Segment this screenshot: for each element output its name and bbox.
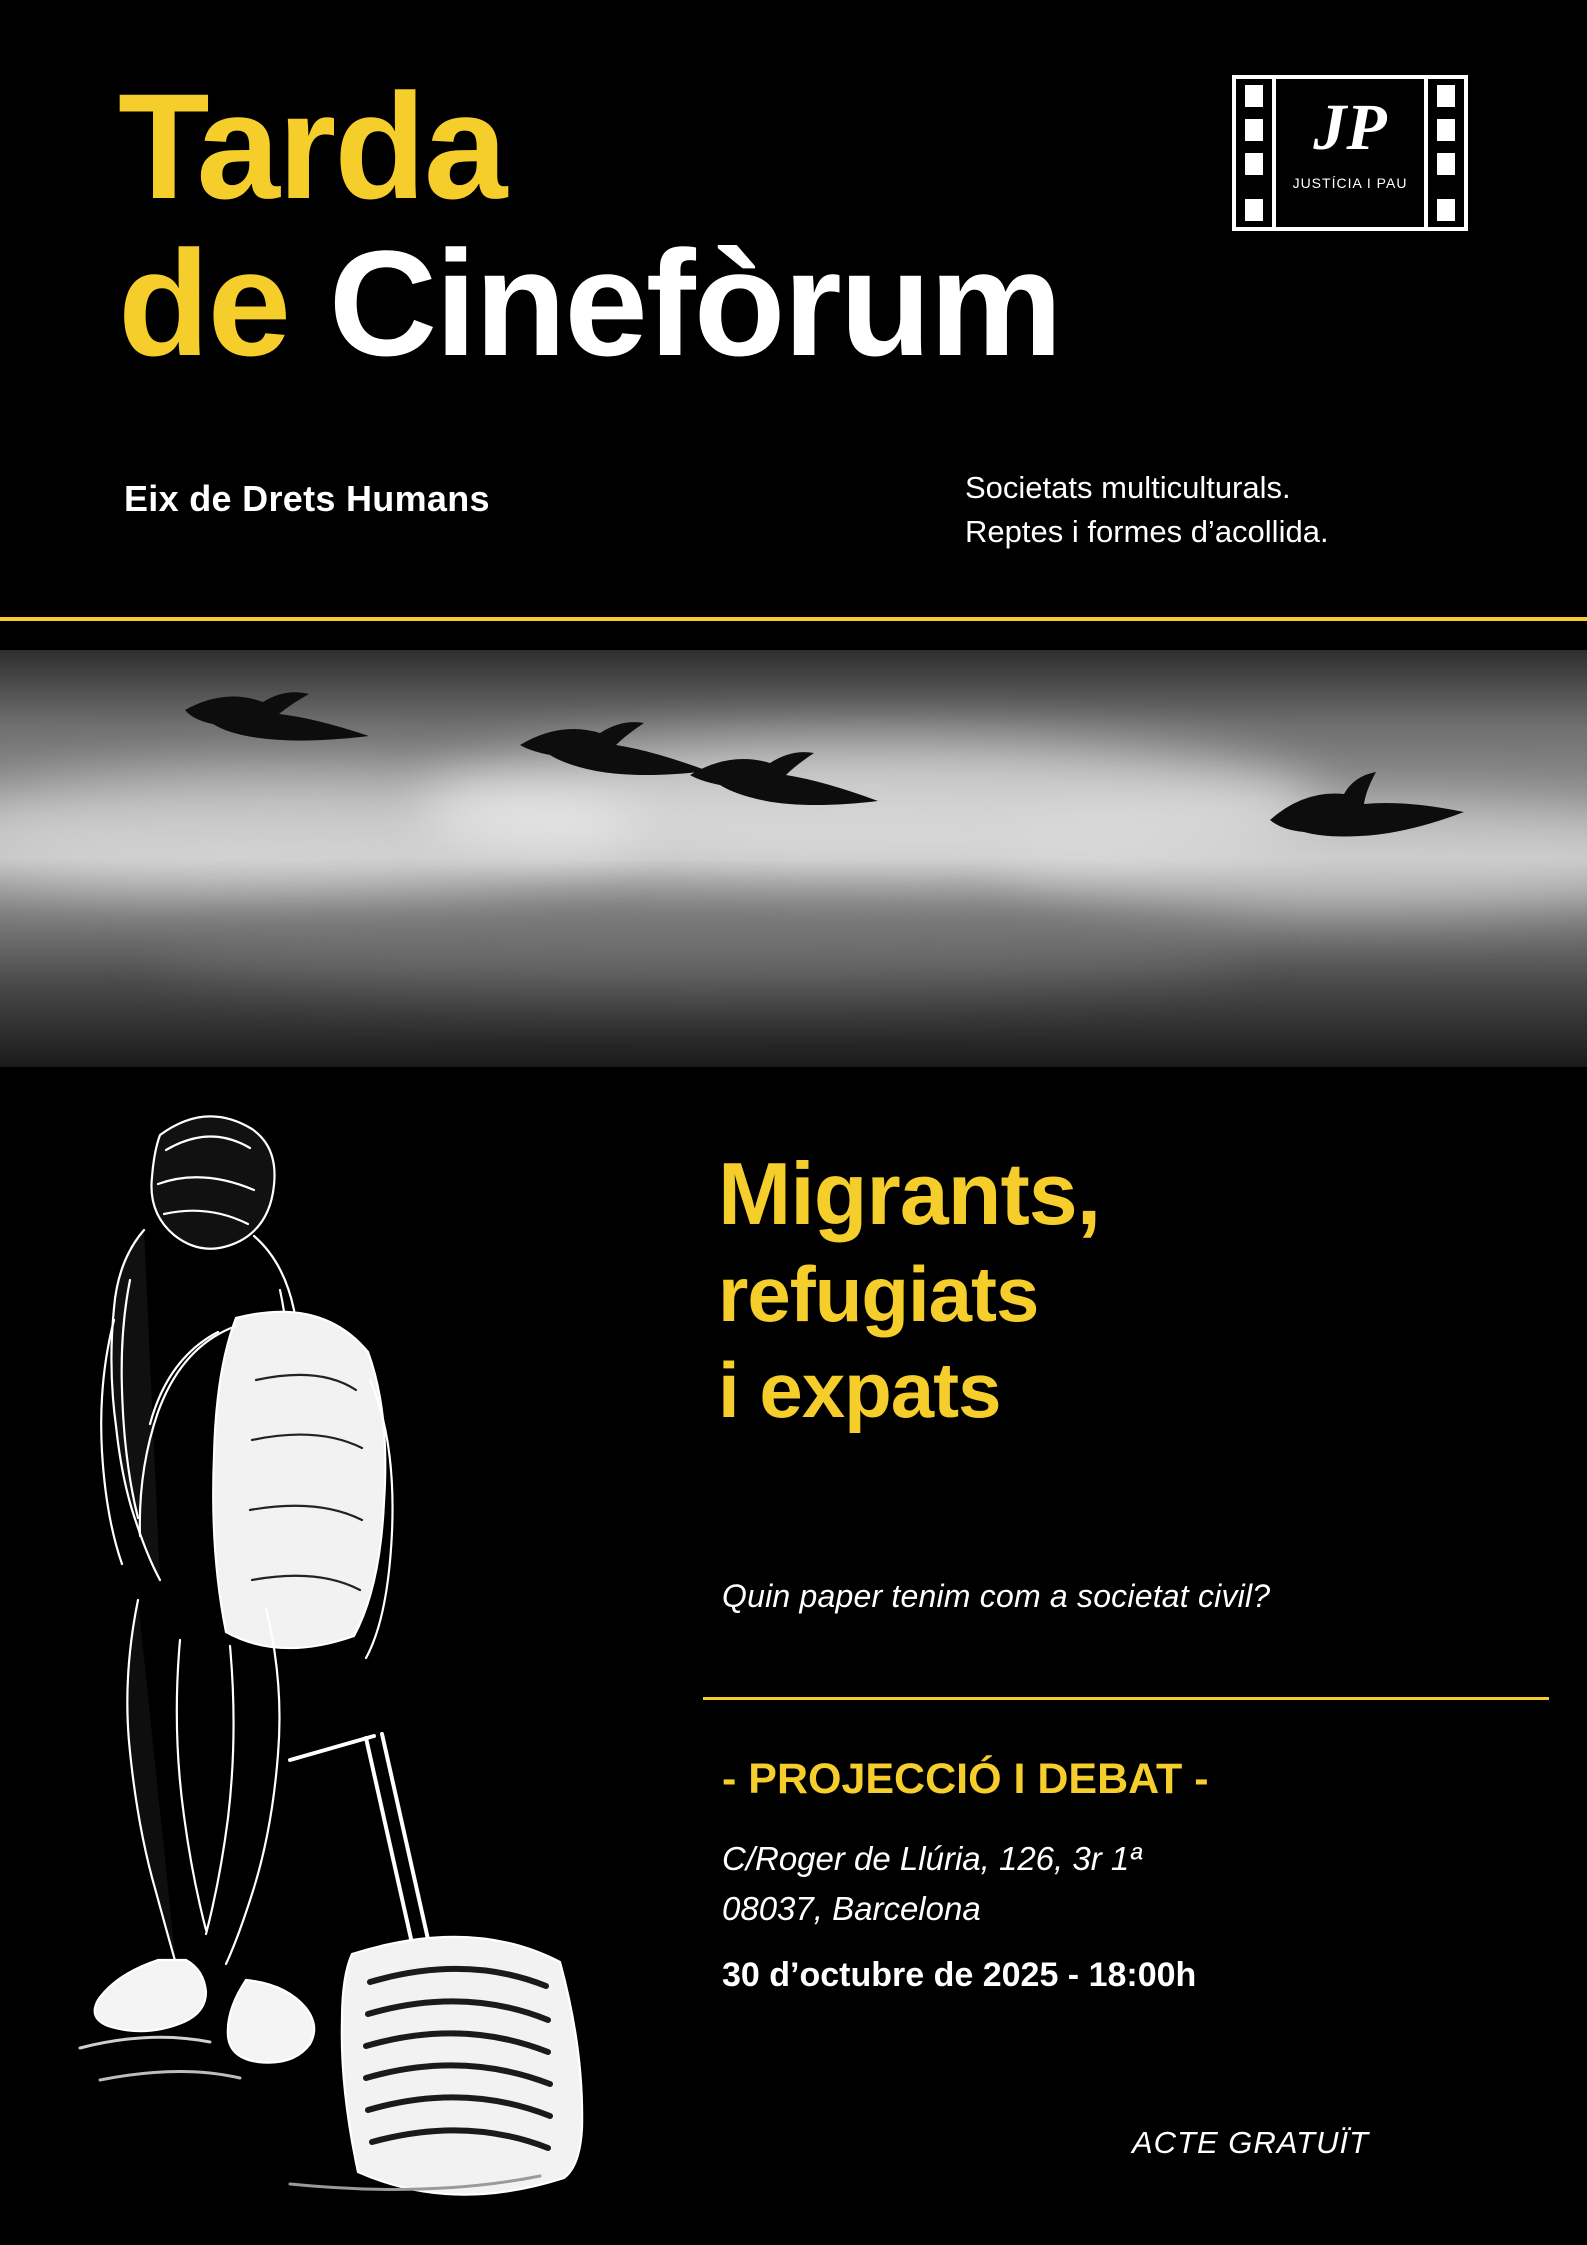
bird-icon	[520, 722, 708, 775]
poster-header	[0, 0, 1587, 617]
event-heading: - PROJECCIÓ I DEBAT -	[722, 1755, 1209, 1803]
logo-monogram: JP	[1313, 91, 1387, 164]
header-subtitle-right	[965, 466, 1329, 554]
justicia-i-pau-logo	[1232, 75, 1468, 231]
section-divider	[703, 1697, 1549, 1700]
header-subtitle-left: Eix de Drets Humans	[124, 478, 490, 519]
event-address-line2: 08037, Barcelona	[722, 1890, 981, 1928]
main-title-line1: Migrants,	[718, 1144, 1101, 1243]
header-subtitle-right-line2: Reptes i formes d’acollida.	[965, 514, 1329, 550]
main-question: Quin paper tenim com a societat civil?	[722, 1578, 1271, 1614]
main-title-block	[718, 1140, 1548, 1438]
main-title-line2: refugiats	[718, 1250, 1039, 1339]
bird-icon	[1270, 772, 1464, 837]
event-address-line1: C/Roger de Llúria, 126, 3r 1ª	[722, 1840, 1142, 1877]
logo-organization-name: JUSTÍCIA I PAU	[1292, 175, 1408, 191]
bird-icon	[185, 692, 369, 740]
bird-icon	[690, 752, 878, 805]
event-date: 30 d’octubre de 2025 - 18:00h	[722, 1956, 1197, 1995]
poster-title-main: Cinefòrum	[328, 219, 1061, 387]
event-info-block	[722, 1755, 1562, 1995]
poster-title-de: de	[118, 219, 290, 387]
birds-group	[0, 650, 1587, 1067]
film-perforation-icon	[1437, 199, 1455, 221]
film-perforation-icon	[1245, 199, 1263, 221]
free-admission-notice: ACTE GRATUÏT	[1132, 2125, 1370, 2160]
main-title-line3: i expats	[718, 1345, 1001, 1434]
sky-photo	[0, 650, 1587, 1067]
event-address	[722, 1834, 1562, 1934]
traveller-illustration	[40, 1080, 660, 2210]
poster-title-line2	[118, 219, 1468, 387]
header-divider	[0, 617, 1587, 621]
poster-title-line1: Tarda	[118, 62, 506, 230]
header-subtitle-right-line1: Societats multiculturals.	[965, 470, 1291, 505]
